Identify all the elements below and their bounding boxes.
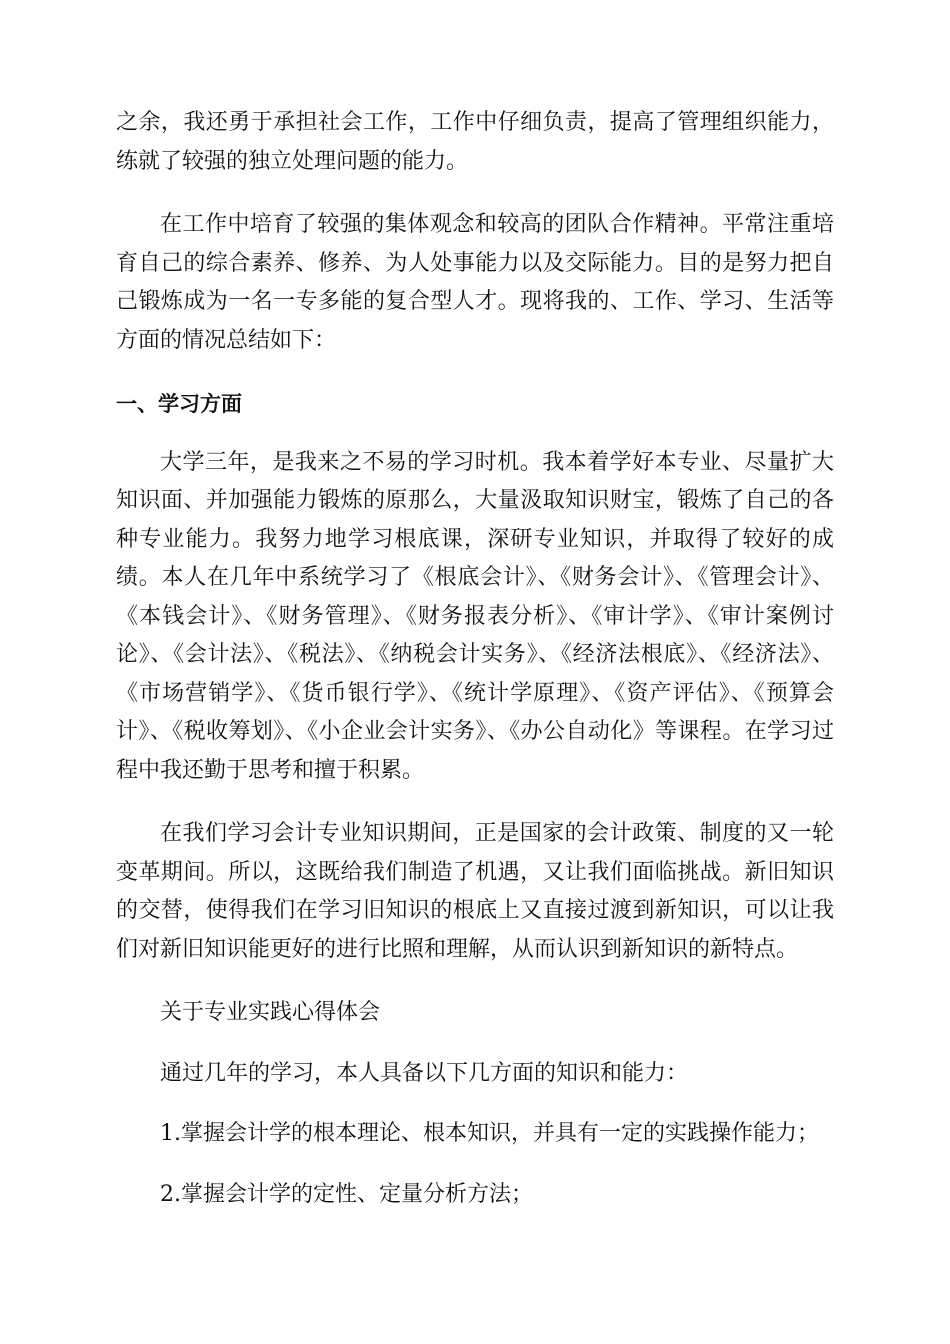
document-page [116, 104, 834, 1236]
section-heading-study: 一、学习方面 [116, 392, 242, 416]
list-item-1: 1.掌握会计学的根本理论、根本知识，并具有一定的实践操作能力； [160, 1121, 819, 1146]
paragraph-continuation: 之余，我还勇于承担社会工作，工作中仔细负责，提高了管理组织能力，练就了较强的独立处理问题的能力。 [116, 110, 834, 174]
paragraph-study-courses: 大学三年，是我来之不易的学习时机。我本着学好本专业、尽量扩大知识面、并加强能力锻炼的原那么，大量汲取知识财宝，锻炼了自己的各种专业能力。我努力地学习根底课，深研专业知识，并取得了较好的成绩。本人在几年中系统学习了《根底会计》、《财务会计》、《管理会计》、《本钱会计》、《财务管理》、《财务报表分析》、《审计学》、《审计案例讨论》、《会计法》、《税法》、《纳税会计实务》、《经济法根底》、《经济法》、《市场营销学》、《货币银行学》、《统计学原理》、《资产评估》、《预算会计》、《税收筹划》、《小企业会计实务》、《办公自动化》等课程。在学习过程中我还勤于思考和擅于积累。 [116, 449, 834, 783]
paragraph-teamwork: 在工作中培育了较强的集体观念和较高的团队合作精神。平常注重培育自己的综合素养、修养、为人处事能力以及交际能力。目的是努力把自己锻炼成为一名一专多能的复合型人才。现将我的、工作、学习、生活等方面的情况总结如下： [116, 212, 834, 353]
paragraph-policy-change: 在我们学习会计专业知识期间，正是国家的会计政策、制度的又一轮变革期间。所以，这既给我们制造了机遇，又让我们面临挑战。新旧知识的交替，使得我们在学习旧知识的根底上又直接过渡到新知识，可以让我们对新旧知识能更好的进行比照和理解，从而认识到新知识的新特点。 [116, 821, 834, 962]
paragraph-abilities-intro: 通过几年的学习，本人具备以下几方面的知识和能力： [160, 1060, 689, 1086]
subtitle-practice-experience: 关于专业实践心得体会 [160, 1000, 381, 1025]
list-item-2: 2.掌握会计学的定性、定量分析方法； [160, 1181, 533, 1207]
